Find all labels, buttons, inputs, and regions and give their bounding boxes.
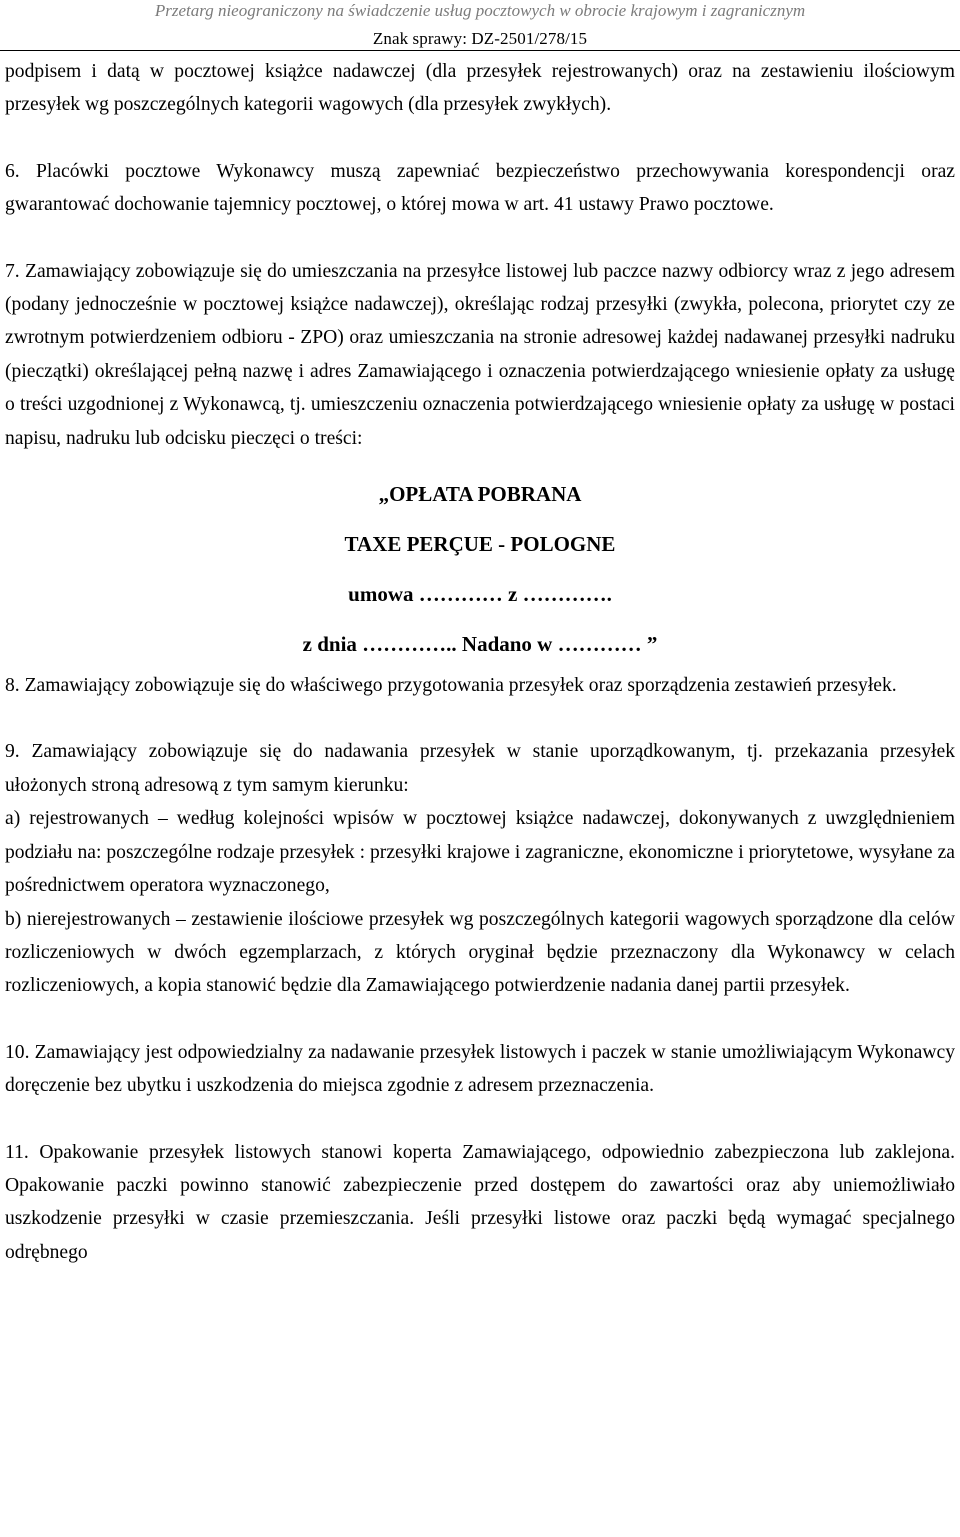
header-divider	[0, 50, 960, 51]
stamp-line-1: „OPŁATA POBRANA	[378, 482, 582, 507]
spacer	[5, 1003, 955, 1036]
spacer	[5, 702, 955, 735]
postage-stamp-text	[5, 469, 955, 669]
paragraph-8: 8. Zamawiający zobowiązuje się do właściwego przygotowania przesyłek oraz sporządzenia zestawień przesyłek.	[5, 675, 897, 697]
paragraph-5-continuation: podpisem i datą w pocztowej książce nadawczej (dla przesyłek rejestrowanych) oraz na zestawieniu ilościowym przesyłek wg poszczególnych kategorii wagowych (dla przesyłek zwykłych).	[5, 61, 955, 116]
paragraph-7: 7. Zamawiający zobowiązuje się do umieszczania na przesyłce listowej lub paczce nazwy odbiorcy wraz z jego adresem (podany jednocześnie w pocztowej książce nadawczej), określając rodzaj przesyłki (zwykła, polecona, priorytet czy ze zwrotnym potwierdzeniem odbioru - ZPO) oraz umieszczania na stronie adresowej każdej nadawanej przesyłki nadruku (pieczątki) określającej pełną nazwę i adres Zamawiającego i oznaczenia potwierdzającego wniesienie opłaty za usługę o treści uzgodnionej z Wykonawcą, tj. umieszczeniu oznaczenia potwierdzającego wniesienie opłaty za usługę w postaci napisu, nadruku lub odcisku pieczęci o treści:	[5, 260, 955, 449]
case-number: Znak sprawy: DZ-2501/278/15	[372, 29, 588, 48]
tender-title: Przetarg nieograniczony na świadczenie usług pocztowych w obrocie krajowym i zagranicznym	[154, 1, 806, 20]
paragraph-9b: b) nierejestrowanych – zestawienie ilościowe przesyłek wg poszczególnych kategorii wagowych sporządzone dla celów rozliczeniowych w dwóch egzemplarzach, z których oryginał będzie przeznaczony dla Wykonawcy w celach rozliczeniowych, a kopia stanowić będzie dla Zamawiającego potwierdzenie nadania danej partii przesyłek.	[5, 908, 955, 997]
spacer	[5, 122, 955, 155]
paragraph-9a: a) rejestrowanych – według kolejności wpisów w pocztowej książce nadawczej, dokonywanych z uwzględnieniem podziału na: poszczególne rodzaje przesyłek : przesyłki krajowe i zagraniczne, ekonomiczne i priorytetowe, wysyłane za pośrednictwem operatora wyznaczonego,	[5, 808, 955, 897]
paragraph-6: 6. Placówki pocztowe Wykonawcy muszą zapewniać bezpieczeństwo przechowywania korespondencji oraz gwarantować dochowanie tajemnicy pocztowej, o której mowa w art. 41 ustawy Prawo pocztowe.	[5, 160, 955, 216]
paragraph-11: 11. Opakowanie przesyłek listowych stanowi koperta Zamawiającego, odpowiednio zabezpieczona lub zaklejona. Opakowanie paczki powinno stanowić zabezpieczenie przed dostępem do zawartości oraz aby uniemożliwiało uszkodzenie przesyłki w czasie przemieszczania. Jeśli przesyłki listowe oraz paczki będą wymagać specjalnego odrębnego	[5, 1141, 955, 1263]
spacer	[5, 222, 955, 255]
paragraph-9: 9. Zamawiający zobowiązuje się do nadawania przesyłek w stanie uporządkowanym, tj. przekazania przesyłek ułożonych stroną adresową z tym samym kierunku:	[5, 741, 955, 796]
stamp-line-4: z dnia ………….. Nadano w ………… ”	[302, 632, 658, 657]
stamp-line-2: TAXE PERÇUE - POLOGNE	[344, 532, 616, 557]
spacer	[5, 1103, 955, 1136]
stamp-line-3: umowa ………… z ………….	[348, 582, 612, 607]
paragraph-10: 10. Zamawiający jest odpowiedzialny za nadawanie przesyłek listowych i paczek w stanie umożliwiającym Wykonawcy doręczenie bez ubytku i uszkodzenia do miejsca zgodnie z adresem przeznaczenia.	[5, 1041, 955, 1097]
document-body	[5, 55, 955, 1269]
